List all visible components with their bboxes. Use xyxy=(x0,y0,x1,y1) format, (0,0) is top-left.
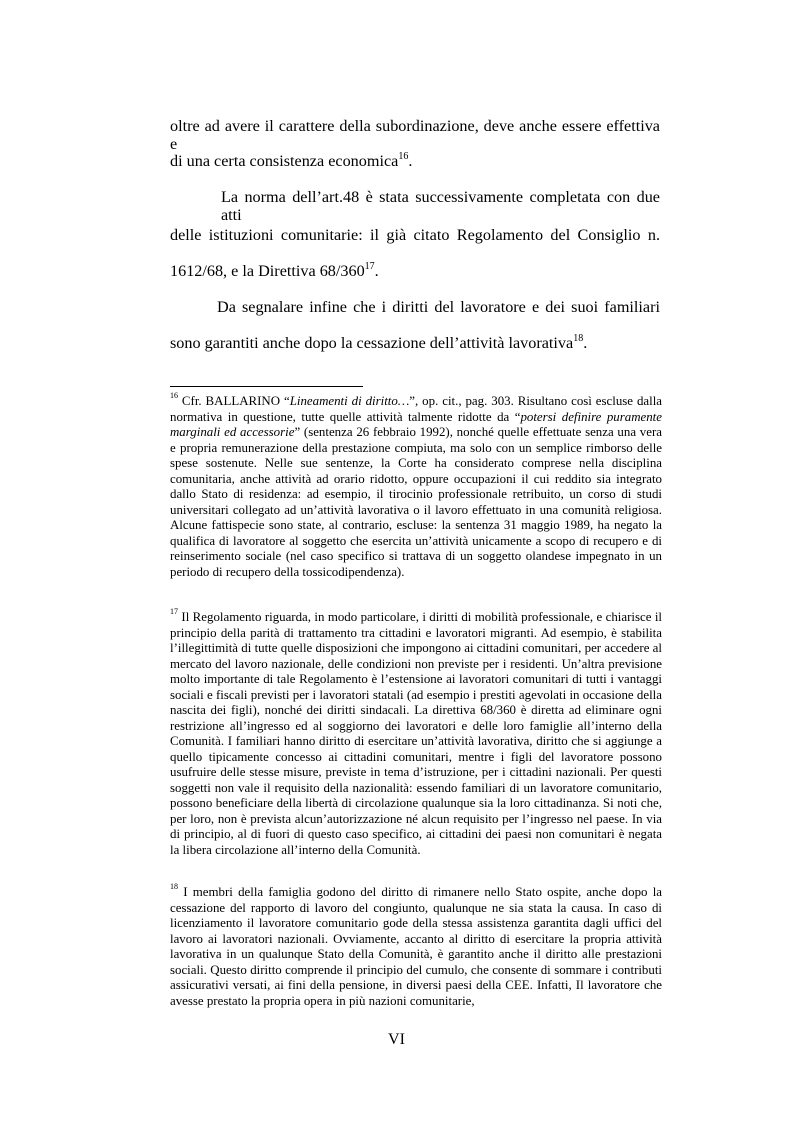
body-line-end: . xyxy=(408,152,413,170)
body-line-end: . xyxy=(374,262,379,280)
body-line-text: sono garantiti anche dopo la cessazione dell’attività lavorativa xyxy=(170,334,574,352)
body-line: oltre ad avere il carattere della subordinazione, deve anche essere effettiva e xyxy=(170,117,660,153)
footnote-italic-title: Lineamenti di diritto… xyxy=(289,394,410,408)
footnote-17 xyxy=(170,606,662,858)
paragraph-first-line xyxy=(217,298,660,316)
page-number: VI xyxy=(388,1031,405,1048)
body-line: delle istituzioni comunitarie: il già citato Regolamento del Consiglio n. xyxy=(170,226,660,244)
footnote-text: ” (sentenza 26 febbraio 1992), nonché quelle effettuate senza una vera e propria remunerazione della prestazione compiuta, ma solo con un semplice rimborso delle spese sostenute. Nelle sue sentenze, la Corte ha considerato comprese nella disciplina comunitaria, anche attività ad orario ridotto, oppure occupazioni il cui reddito sia integrato dallo Stato di residenza: ad esempio, il tirocinio professionale retribuito, un corso di studi universitari collegato ad un’attività lavorativa o il lavoro effettuato in una comunità religiosa. Alcune fattispecie sono state, al contrario, escluse: la sentenza 31 maggio 1989, ha negato la qualifica di lavoratore al soggetto che esercita un’attività unicamente a scopo di recupero e di reinserimento sociale (nel caso specifico si trattava di un soggetto olandese impegnato in un periodo di recupero della tossicodipendenza). xyxy=(170,425,662,579)
footnote-18 xyxy=(170,881,662,1009)
paragraph-first-line xyxy=(221,188,660,224)
body-line-text: La norma dell’art.48 è stata successivamente completata con due atti xyxy=(221,188,660,224)
footnote-ref-16[interactable]: 16 xyxy=(398,150,409,162)
footnote-number: 18 xyxy=(170,881,178,891)
footnote-ref-17[interactable]: 17 xyxy=(364,260,375,272)
body-line-text: 1612/68, e la Direttiva 68/360 xyxy=(170,262,365,280)
footnote-number: 16 xyxy=(170,390,178,400)
footnote-separator xyxy=(170,386,363,387)
footnote-text: ”, op. cit., pag. 303. Risultano così escluse dalla normativa in questione, tutte quelle attività talmente ridotte da “ xyxy=(170,394,662,424)
footnote-16 xyxy=(170,390,662,580)
body-line xyxy=(170,334,660,352)
body-line-text: Da segnalare infine che i diritti del lavoratore e dei suoi familiari xyxy=(217,298,660,316)
footnote-text: I membri della famiglia godono del diritto di rimanere nello Stato ospite, anche dopo la cessazione del rapporto di lavoro del congiunto, qualunque ne sia stata la causa. In caso di licenziamento il lavoratore comunitario gode della stessa assistenza garantita dagli uffici del lavoro ai lavoratori nazionali. Ovviamente, accanto al diritto di esercitare la propria attività lavorativa in un qualunque Stato della Comunità, è garantito anche il diritto alle prestazioni sociali. Questo diritto comprende il principio del cumulo, che consente di sommare i contributi assicurativi versati, ai fini della pensione, in diversi paesi della CEE. Infatti, Il lavoratore che avesse prestato la propria opera in più nazioni comunitarie, xyxy=(170,885,662,1008)
footnote-number: 17 xyxy=(170,606,178,616)
footnote-text: Cfr. BALLARINO “ xyxy=(178,394,290,408)
body-line xyxy=(170,152,660,170)
footnote-ref-18[interactable]: 18 xyxy=(573,332,584,344)
body-line-text: di una certa consistenza economica xyxy=(170,152,399,170)
footnote-italic-quote: potersi definire puramente marginali ed accessorie xyxy=(170,409,662,439)
body-line xyxy=(170,262,660,280)
body-line-end: . xyxy=(583,334,588,352)
footnote-text: Il Regolamento riguarda, in modo particolare, i diritti di mobilità professionale, e chiarisce il principio della parità di trattamento tra cittadini e lavoratori migranti. Ad esempio, è stabilita l’illegittimità di tutte quelle disposizioni che impongono ai cittadini comunitari, per accedere al mercato del lavoro nazionale, delle condizioni non previste per i residenti. Un’altra previsione molto importante di tale Regolamento è l’estensione ai lavoratori comunitari di tutti i vantaggi sociali e fiscali previsti per i lavoratori statali (ad esempio i prestiti agevolati in occasione della nascita dei figli), nonché dei diritti sindacali. La direttiva 68/360 è diretta ad eliminare ogni restrizione all’ingresso ed al soggiorno dei lavoratori e delle loro famiglie all’interno della Comunità. I familiari hanno diritto di esercitare un’attività lavorativa, diritto che si aggiunge a quello tipicamente concesso ai cittadini comunitari, mentre i figli del lavoratore possono usufruire delle stesse misure, previste in tema d’istruzione, per i cittadini nazionali. Per questi soggetti non vale il requisito della nazionalità: essendo familiari di un lavoratore comunitario, possono beneficiare della libertà di circolazione qualunque sia la loro cittadinanza. Si noti che, per loro, non è prevista alcun’autorizzazione né alcun requisito per l’ingresso nel paese. In via di principio, al di fuori di questo caso specifico, ai cittadini dei paesi non comunitari è negata la libera circolazione all’interno della Comunità. xyxy=(170,610,662,857)
